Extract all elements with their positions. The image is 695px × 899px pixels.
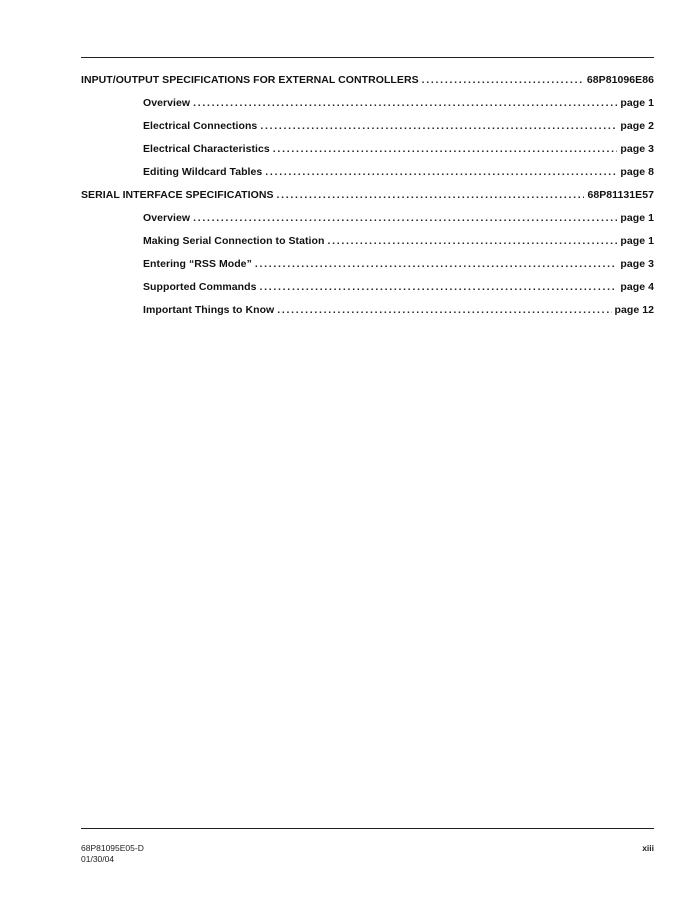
toc-item-title: Editing Wildcard Tables <box>143 166 263 178</box>
toc-item-page: page 1 <box>620 235 654 247</box>
toc-item-page: page 4 <box>620 281 654 293</box>
toc-item-entering-rss-mode[interactable] <box>81 258 654 281</box>
dot-leader <box>260 281 618 293</box>
toc-item-title: Making Serial Connection to Station <box>143 235 325 247</box>
toc-item-title: Electrical Connections <box>143 120 258 132</box>
toc-section-ref: 68P81131E57 <box>587 189 654 201</box>
toc-section-title: INPUT/OUTPUT SPECIFICATIONS FOR EXTERNAL CONTROLLERS <box>81 74 419 86</box>
toc-item-page: page 8 <box>620 166 654 178</box>
toc-item-title: Overview <box>143 212 191 224</box>
dot-leader <box>327 235 617 247</box>
toc-section-ref: 68P81096E86 <box>586 74 654 86</box>
dot-leader <box>265 166 617 178</box>
footer-doc-info <box>81 843 144 865</box>
dot-leader <box>273 143 618 155</box>
toc-item-title: Important Things to Know <box>143 304 275 316</box>
toc-section-heading[interactable] <box>81 189 654 212</box>
toc-item-electrical-connections[interactable] <box>81 120 654 143</box>
toc-section-title: SERIAL INTERFACE SPECIFICATIONS <box>81 189 274 201</box>
toc-item-page: page 12 <box>614 304 654 316</box>
dot-leader <box>277 189 585 201</box>
toc-item-important-things[interactable] <box>81 304 654 327</box>
toc-item-overview[interactable] <box>81 212 654 235</box>
dot-leader <box>422 74 584 86</box>
toc-item-supported-commands[interactable] <box>81 281 654 304</box>
toc-item-title: Entering “RSS Mode” <box>143 258 252 270</box>
toc-item-editing-wildcard-tables[interactable] <box>81 166 654 189</box>
toc-item-overview[interactable] <box>81 97 654 120</box>
document-number: 68P81095E05-D <box>81 843 144 853</box>
header-rule <box>81 57 654 58</box>
toc-item-page: page 3 <box>620 258 654 270</box>
table-of-contents <box>81 74 654 327</box>
dot-leader <box>193 97 617 109</box>
dot-leader <box>255 258 618 270</box>
toc-item-electrical-characteristics[interactable] <box>81 143 654 166</box>
dot-leader <box>260 120 617 132</box>
dot-leader <box>193 212 617 224</box>
toc-section-heading[interactable] <box>81 74 654 97</box>
footer-rule <box>81 828 654 829</box>
page-number: xiii <box>642 843 654 853</box>
toc-item-page: page 2 <box>620 120 654 132</box>
toc-item-page: page 1 <box>620 212 654 224</box>
toc-section-io-specs <box>81 74 654 189</box>
toc-item-title: Supported Commands <box>143 281 257 293</box>
toc-item-making-serial-connection[interactable] <box>81 235 654 258</box>
toc-section-serial-interface <box>81 189 654 327</box>
document-date: 01/30/04 <box>81 854 115 864</box>
toc-item-page: page 3 <box>620 143 654 155</box>
toc-item-title: Overview <box>143 97 191 109</box>
toc-item-title: Electrical Characteristics <box>143 143 270 155</box>
toc-item-page: page 1 <box>620 97 654 109</box>
dot-leader <box>277 304 611 316</box>
